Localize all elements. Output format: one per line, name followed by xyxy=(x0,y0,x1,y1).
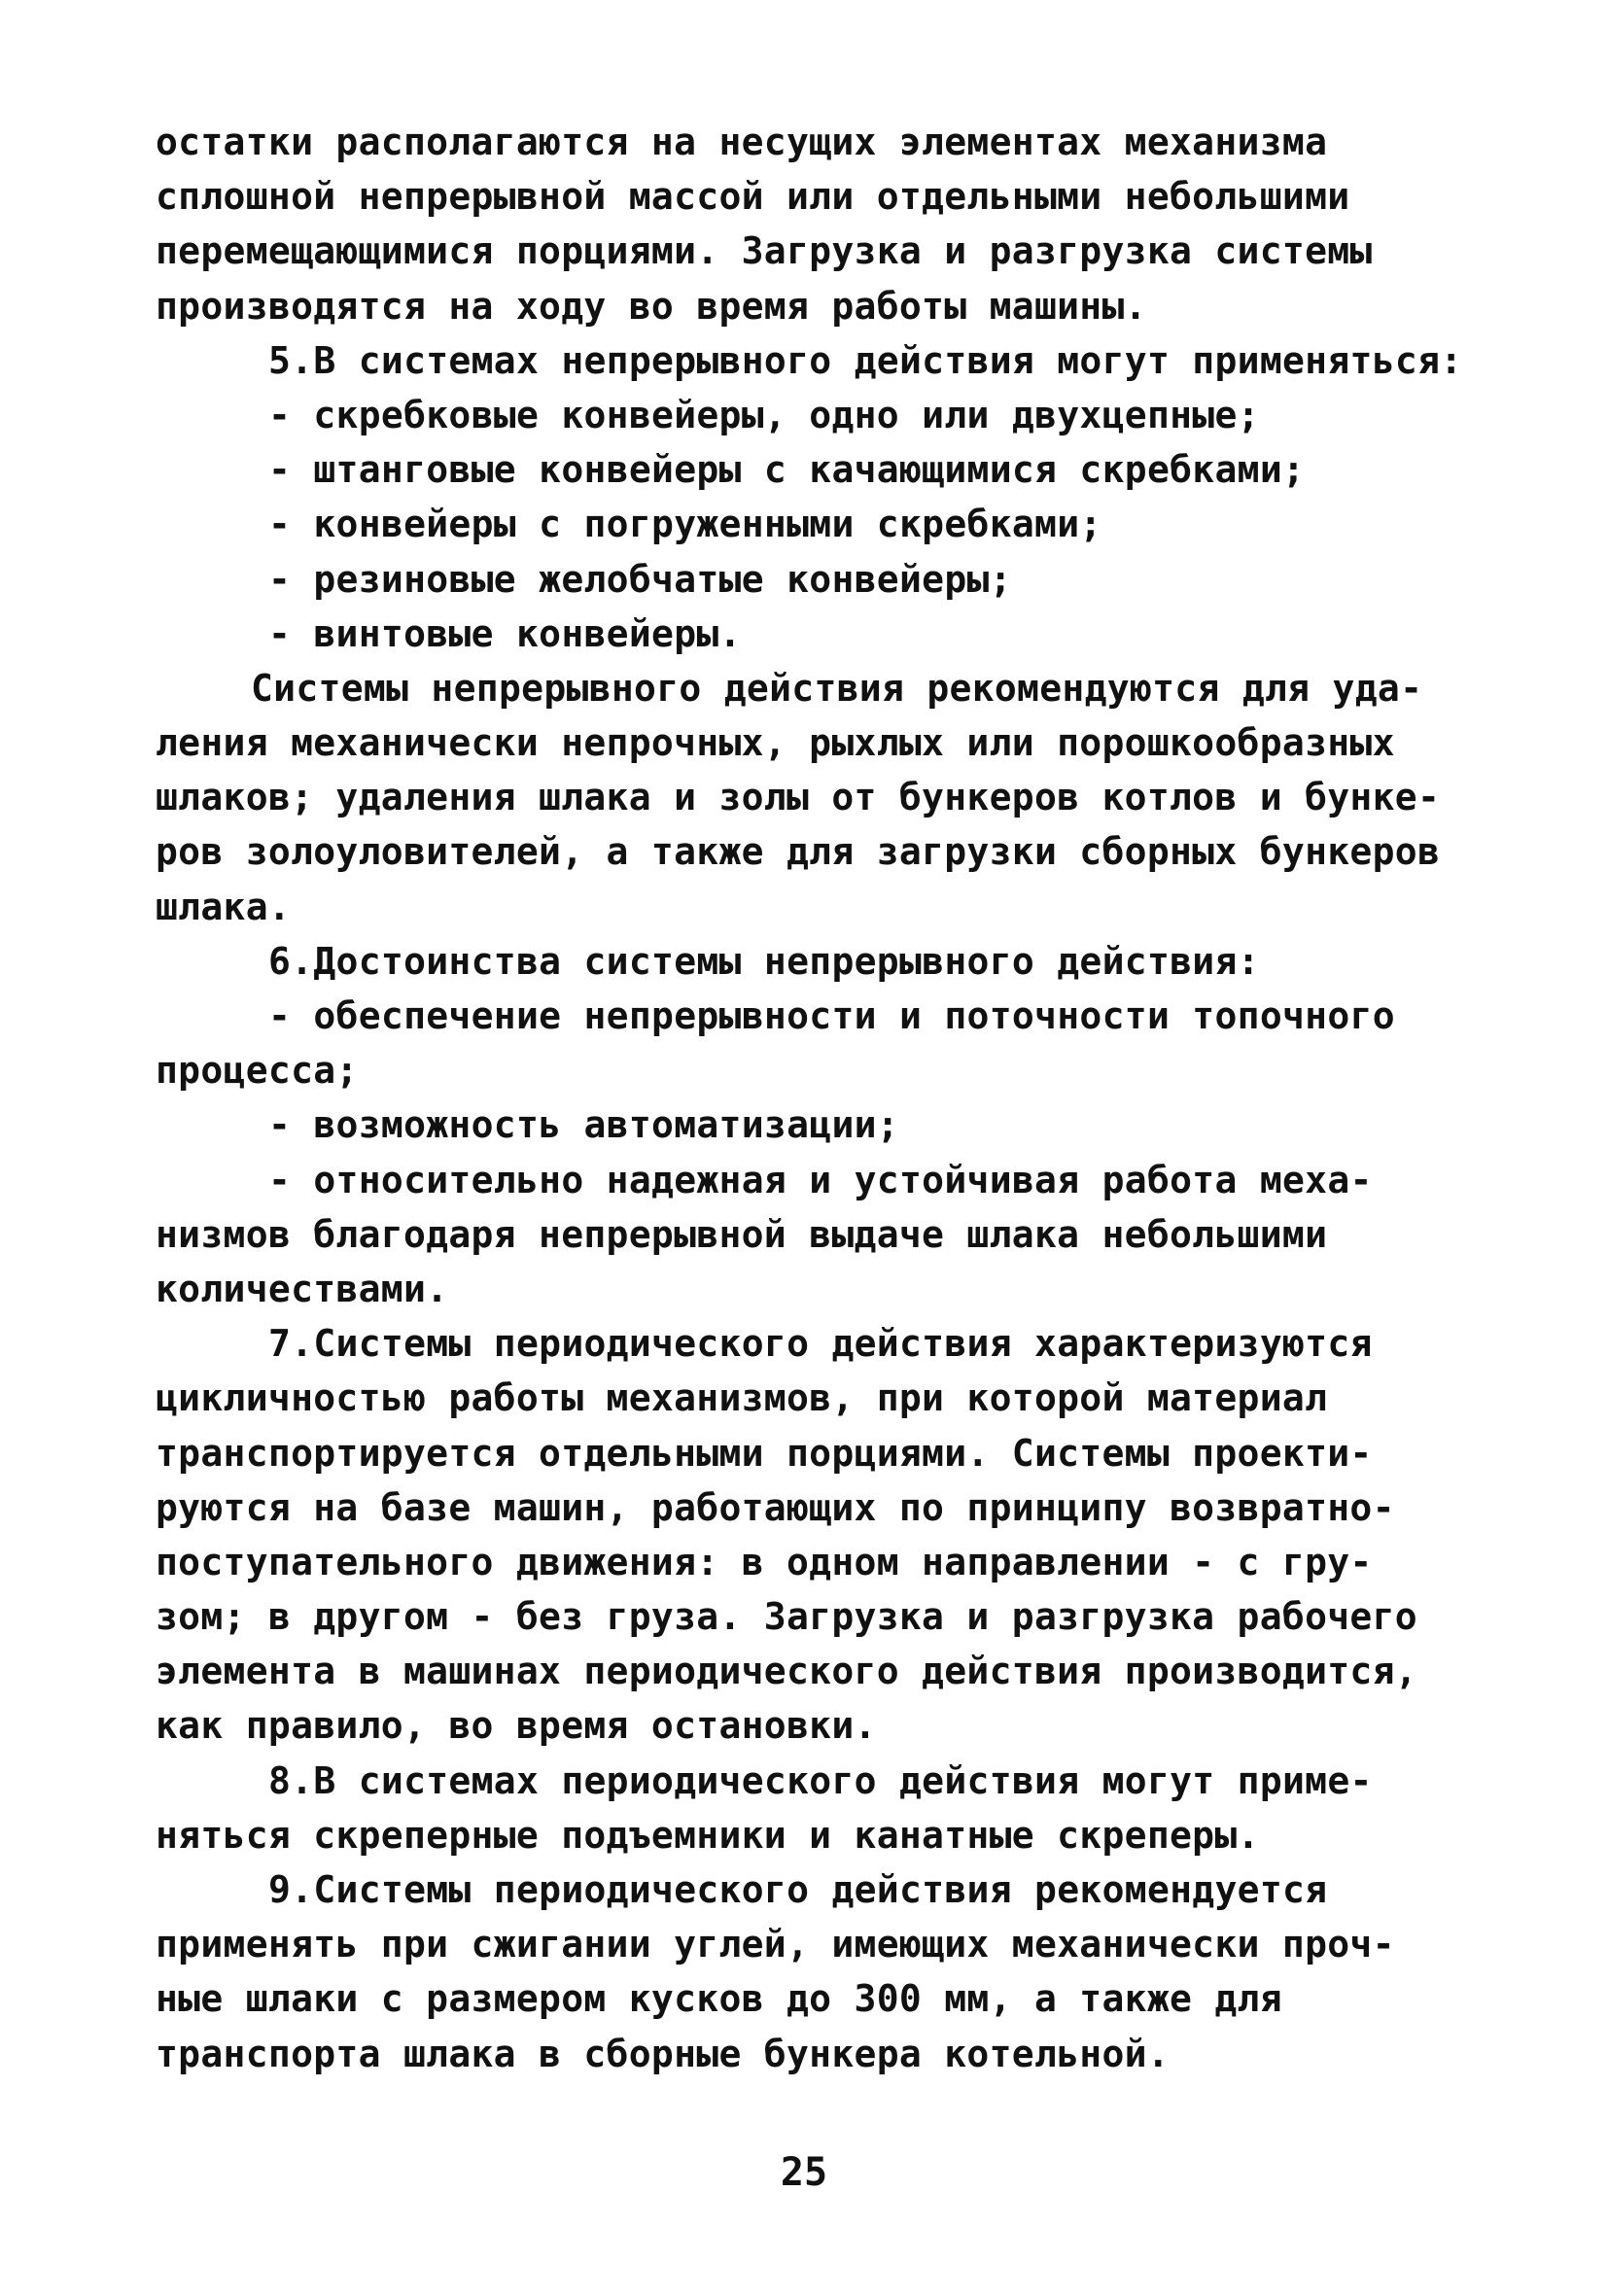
text-line: процесса; xyxy=(156,1049,359,1093)
item-7-heading: 7.Системы периодического действия характеризуются xyxy=(268,1322,1373,1366)
list-item: - возможность автоматизации; xyxy=(268,1103,899,1147)
text-line: Системы непрерывного действия рекомендуются для уда- xyxy=(251,666,1423,710)
text-line: ления механически непрочных, рыхлых или порошкообразных xyxy=(156,721,1395,765)
item-6-heading: 6.Достоинства системы непрерывного действия: xyxy=(268,939,1260,983)
list-item: - штанговые конвейеры с качающимися скребками; xyxy=(268,448,1306,492)
page-number: 25 xyxy=(780,2150,828,2195)
text-line: цикличностью работы механизмов, при которой материал xyxy=(156,1376,1328,1420)
text-line: количествами. xyxy=(156,1267,449,1310)
list-item: - резиновые желобчатые конвейеры; xyxy=(268,557,1012,601)
item-8-heading: 8.В системах периодического действия могут приме- xyxy=(268,1758,1373,1802)
text-line: поступательного движения: в одном направлении - с гру- xyxy=(156,1540,1373,1583)
text-line: перемещающимися порциями. Загрузка и разгрузка системы xyxy=(156,229,1373,273)
list-item: - обеспечение непрерывности и поточности топочного xyxy=(268,994,1395,1037)
text-line: применять при сжигании углей, имеющих механически проч- xyxy=(156,1923,1395,1966)
text-line: транспорта шлака в сборные бункера котельной. xyxy=(156,2032,1171,2075)
list-item: - винтовые конвейеры. xyxy=(268,611,742,655)
text-line: остатки располагаются на несущих элементах механизма xyxy=(156,121,1328,163)
text-line: няться скреперные подъемники и канатные скреперы. xyxy=(156,1813,1260,1857)
text-line: ров золоуловителей, а также для загрузки сборных бункеров xyxy=(156,830,1441,874)
text-line: элемента в машинах периодического действия производится, xyxy=(156,1650,1417,1693)
text-line: шлака. xyxy=(156,885,292,928)
list-item: - конвейеры с погруженными скребками; xyxy=(268,503,1102,546)
body-text xyxy=(156,115,1463,2081)
text-line: ные шлаки с размером кусков до 300 мм, а также для xyxy=(156,1977,1282,2021)
text-line: производятся на ходу во время работы машины. xyxy=(156,284,1147,328)
text-line: руются на базе машин, работающих по принципу возвратно- xyxy=(156,1485,1395,1529)
text-line: шлаков; удаления шлака и золы от бункеров котлов и бунке- xyxy=(156,776,1441,819)
item-9-heading: 9.Системы периодического действия рекомендуется xyxy=(268,1868,1328,1911)
item-5-heading: 5.В системах непрерывного действия могут применяться: xyxy=(268,338,1463,382)
list-item: - относительно надежная и устойчивая работа меха- xyxy=(268,1158,1373,1201)
text-line: зом; в другом - без груза. Загрузка и разгрузка рабочего xyxy=(156,1595,1417,1639)
text-line: низмов благодаря непрерывной выдаче шлака небольшими xyxy=(156,1212,1328,1256)
text-line: сплошной непрерывной массой или отдельными небольшими xyxy=(156,175,1350,219)
text-line: транспортируется отдельными порциями. Системы проекти- xyxy=(156,1431,1373,1475)
text-line: как правило, во время остановки. xyxy=(156,1704,877,1748)
list-item: - скребковые конвейеры, одно или двухцепные; xyxy=(268,393,1260,436)
